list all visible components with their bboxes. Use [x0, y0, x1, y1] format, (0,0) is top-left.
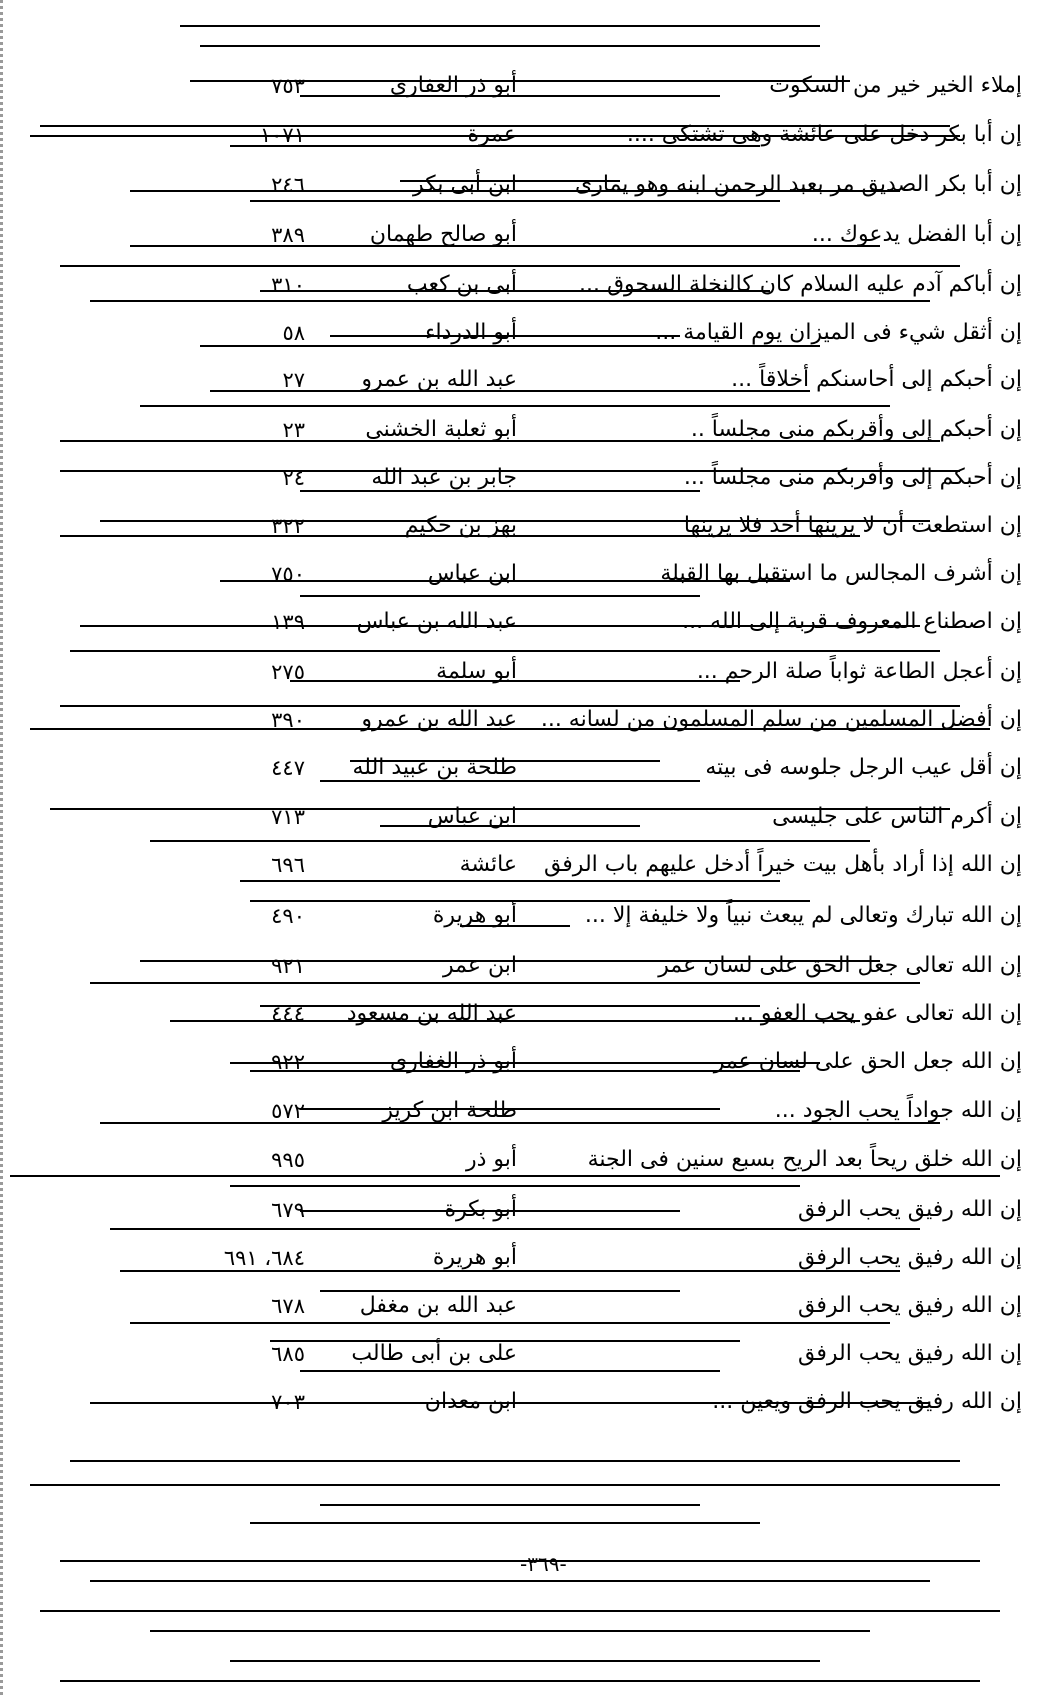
index-row: [0, 1190, 1062, 1230]
hadith-text: إن الله رفيق يحب الرفق: [797, 1293, 1022, 1318]
hadith-text: إن أشرف المجالس ما استقبل بها القبلة: [660, 561, 1022, 586]
index-row: [0, 845, 1062, 885]
narrator-name: أبو ثعلبة الخشنى: [365, 417, 517, 442]
hadith-number: ٧٥٠: [271, 562, 305, 586]
narrator-name: جابر بن عبد الله: [371, 465, 517, 490]
hadith-text: إن أبا بكر الصديق مر بعبد الرحمن ابنه وهو يمارى: [575, 172, 1022, 197]
index-row: [0, 652, 1062, 692]
narrator-name: ابن أبى بكر: [413, 172, 517, 197]
hadith-number: ٣٨٩: [271, 223, 305, 247]
hadith-number: ٤٤٧: [271, 756, 305, 780]
narrator-name: طلحة ابن كريز: [382, 1098, 517, 1123]
index-row: [0, 994, 1062, 1034]
hadith-number: ٧١٣: [271, 805, 305, 829]
hadith-text: إن اصطناع المعروف قربة إلى الله ...: [682, 609, 1022, 634]
hadith-number: ٢٧: [282, 368, 305, 392]
index-row: [0, 602, 1062, 642]
hadith-text: إن أبا الفضل يدعوك ...: [811, 222, 1022, 247]
index-row: [0, 66, 1062, 106]
index-row: [0, 1042, 1062, 1082]
rule-line: [320, 1504, 700, 1506]
rule-line: [60, 1680, 980, 1682]
hadith-text: إن الله رفيق يحب الرفق ويعين ...: [712, 1389, 1022, 1414]
hadith-text: إن الله جواداً يحب الجود ...: [774, 1098, 1022, 1123]
index-row: [0, 265, 1062, 305]
hadith-text: إن أثقل شيء فى الميزان يوم القيامة ...: [655, 320, 1022, 345]
hadith-text: إن الله جعل الحق على لسان عمر: [713, 1049, 1022, 1074]
hadith-number: ١٠٧١: [259, 123, 305, 147]
hadith-number: ٢٤: [282, 466, 305, 490]
narrator-name: أبو سلمة: [436, 659, 517, 684]
hadith-text: إن أحبكم إلى وأقربكم منى مجلساً ...: [683, 465, 1022, 490]
narrator-name: أبو بكرة: [444, 1197, 517, 1222]
rule-line: [250, 1522, 760, 1524]
rule-line: [70, 1460, 960, 1462]
hadith-text: إن الله تبارك وتعالى لم يبعث نبياً ولا خليفة إلا ...: [584, 903, 1022, 928]
hadith-text: إن الله إذا أراد بأهل بيت خيراً أدخل عليهم باب الرفق: [543, 852, 1022, 877]
narrator-name: أبو الدرداء: [425, 320, 517, 345]
hadith-number: ٣٢٢: [271, 514, 305, 538]
hadith-text: إن أبا بكر دخل على عائشة وهى تشتكى ....: [626, 122, 1022, 147]
index-row: [0, 115, 1062, 155]
hadith-number: ٦٨٥: [271, 1342, 305, 1366]
hadith-number: ٢٧٥: [271, 660, 305, 684]
hadith-text: إن أباكم آدم عليه السلام كان كالنخلة السحوق ...: [578, 272, 1022, 297]
hadith-text: إن أحبكم إلى وأقربكم منى مجلساً ..: [690, 417, 1022, 442]
index-row: [0, 748, 1062, 788]
narrator-name: ابن عمر: [443, 953, 517, 978]
hadith-number: ٩٢٢: [271, 1050, 305, 1074]
hadith-text: إن أكرم الناس على جليسى: [772, 804, 1022, 829]
hadith-text: إن أقل عيب الرجل جلوسه فى بيته: [705, 755, 1022, 780]
narrator-name: عمرة: [467, 122, 517, 147]
hadith-number: ٥٧٢: [271, 1099, 305, 1123]
hadith-number: ٦٧٨: [271, 1294, 305, 1318]
hadith-text: إن الله رفيق يحب الرفق: [797, 1341, 1022, 1366]
narrator-name: أبى بن كعب: [406, 272, 517, 297]
narrator-name: ابن عباس: [427, 561, 517, 586]
index-row: [0, 215, 1062, 255]
narrator-name: أبو ذر الغفارى: [389, 1049, 517, 1074]
index-row: [0, 700, 1062, 740]
narrator-name: عبد الله بن عباس: [356, 609, 517, 634]
hadith-text: إن الله رفيق يحب الرفق: [797, 1197, 1022, 1222]
narrator-name: أبو ذر الغفارى: [389, 73, 517, 98]
rule-line: [140, 405, 890, 407]
index-row: [0, 165, 1062, 205]
page-number: -٣٦٩-: [520, 1552, 567, 1576]
index-row: [0, 410, 1062, 450]
narrator-name: عبد الله بن مسعود: [346, 1001, 517, 1026]
rule-line: [150, 840, 870, 842]
rule-line: [180, 25, 820, 27]
rule-line: [150, 1630, 870, 1632]
hadith-number: ٢٤٦: [271, 173, 305, 197]
index-row: [0, 506, 1062, 546]
hadith-text: إن أعجل الطاعة ثواباً صلة الرحم ...: [696, 659, 1022, 684]
index-row: [0, 946, 1062, 986]
narrator-name: أبو هريرة: [432, 1245, 517, 1270]
hadith-number: ٩٢١: [271, 954, 305, 978]
rule-line: [300, 595, 700, 597]
narrator-name: عائشة: [459, 852, 517, 877]
index-row: [0, 1091, 1062, 1131]
narrator-name: ابن معدان: [424, 1389, 517, 1414]
hadith-text: إملاء الخير خير من السكوت: [769, 73, 1022, 98]
index-row: [0, 1140, 1062, 1180]
narrator-name: أبو ذر: [465, 1147, 517, 1172]
hadith-number: ٢٣: [282, 418, 305, 442]
index-row: [0, 896, 1062, 936]
hadith-number: ٦٩٦: [271, 853, 305, 877]
narrator-name: أبو هريرة: [432, 903, 517, 928]
narrator-name: عبد الله بن عمرو: [361, 367, 517, 392]
hadith-number: ١٣٩: [271, 610, 305, 634]
index-row: [0, 554, 1062, 594]
hadith-number: ٣٩٠: [271, 708, 305, 732]
index-row: [0, 458, 1062, 498]
hadith-text: إن الله رفيق يحب الرفق: [797, 1245, 1022, 1270]
narrator-name: على بن أبى طالب: [351, 1341, 517, 1366]
index-row: [0, 1238, 1062, 1278]
rule-line: [40, 1610, 1000, 1612]
rule-line: [30, 1484, 1000, 1486]
narrator-name: عبد الله بن مغفل: [359, 1293, 517, 1318]
hadith-text: إن الله تعالى عفو يحب العفو ...: [732, 1001, 1022, 1026]
narrator-name: طلحة بن عبيد الله: [352, 755, 517, 780]
index-row: [0, 1286, 1062, 1326]
index-row: [0, 797, 1062, 837]
narrator-name: أبو صالح طهمان: [369, 222, 517, 247]
hadith-number: ٧٥٣: [271, 74, 305, 98]
narrator-name: ابن عباس: [427, 804, 517, 829]
hadith-text: إن أحبكم إلى أحاسنكم أخلاقاً ...: [731, 367, 1022, 392]
hadith-number: ٤٤٤: [271, 1002, 305, 1026]
hadith-text: إن الله خلق ريحاً بعد الريح بسبع سنين فى الجنة: [587, 1147, 1022, 1172]
narrator-name: بهز بن حكيم: [404, 513, 517, 538]
index-row: [0, 1334, 1062, 1374]
rule-line: [200, 45, 820, 47]
hadith-number: ٩٩٥: [271, 1148, 305, 1172]
hadith-text: إن أفضل المسلمين من سلم المسلمون من لسانه ...: [540, 707, 1022, 732]
hadith-number: ٧٠٣: [271, 1390, 305, 1414]
hadith-number: ٦٨٤، ٦٩١: [223, 1246, 305, 1270]
index-row: [0, 313, 1062, 353]
hadith-number: ٤٩٠: [271, 904, 305, 928]
hadith-text: إن استطعت أن لا يرينها أحد فلا يرينها: [683, 513, 1022, 538]
index-row: [0, 360, 1062, 400]
rule-line: [230, 1660, 820, 1662]
hadith-number: ٦٧٩: [271, 1198, 305, 1222]
rule-line: [230, 1185, 800, 1187]
hadith-number: ٥٨: [282, 321, 305, 345]
hadith-number: ٣١٠: [271, 273, 305, 297]
hadith-text: إن الله تعالى جعل الحق على لسان عمر: [658, 953, 1022, 978]
narrator-name: عبد الله بن عمرو: [361, 707, 517, 732]
rule-line: [90, 1580, 930, 1582]
index-row: [0, 1382, 1062, 1422]
